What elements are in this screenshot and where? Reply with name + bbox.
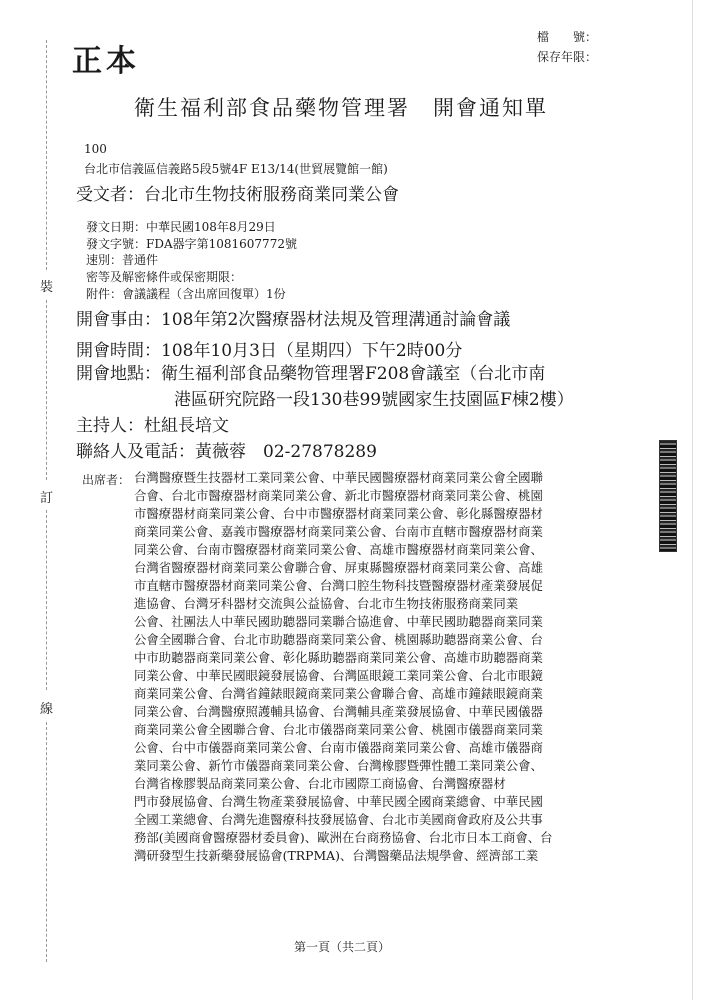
attendees-line: 全國工業總會、台灣先進醫療科技發展協會、台北市美國商會政府及公共事 (134, 812, 543, 827)
attendees-line: 同業公會、台灣醫療照護輔具協會、台灣輔具產業發展協會、中華民國儀器 (134, 704, 543, 719)
page-edge (692, 0, 693, 1000)
binding-mark-bind: 裝 (40, 280, 54, 295)
attendees-line: 進協會、台灣牙科器材交流與公益協會、台北市生物技術服務商業同業 (134, 596, 519, 611)
attendees-line: 商業同業公會、台灣省鐘錶眼鏡商業同業公會聯合會、高雄市鐘錶眼鏡商業 (134, 686, 543, 701)
attendees-line: 同業公會、中華民國眼鏡發展協會、台灣區眼鏡工業同業公會、台北市眼鏡 (134, 668, 543, 683)
meeting-host: 主持人：杜組長培文 (76, 416, 229, 436)
recipient: 受文者：台北市生物技術服務商業同業公會 (76, 185, 399, 205)
delivery-speed: 速別：普通件 (86, 253, 159, 267)
meeting-place: 開會地點：衛生福利部食品藥物管理署F208會議室（台北市南 (76, 364, 546, 384)
meeting-time: 開會時間：108年10月3日（星期四）下午2時00分 (76, 341, 463, 361)
sender-address: 台北市信義區信義路5段5號4F E13/14(世貿展覽館一館) (84, 162, 388, 176)
contact-person: 聯絡人及電話：黃薇蓉 02-27878289 (76, 442, 377, 462)
meeting-subject: 開會事由：108年第2次醫療器材法規及管理溝通討論會議 (76, 310, 511, 330)
retention-period-label: 保存年限： (537, 50, 598, 64)
issue-date: 發文日期：中華民國108年8月29日 (86, 220, 276, 234)
attendees-line: 公會、台中市儀器商業同業公會、台南市儀器商業同業公會、高雄市儀器商 (134, 740, 543, 755)
attendees-line: 灣研發型生技新藥發展協會(TRPMA)、台灣醫藥品法規學會、經濟部工業 (134, 848, 539, 863)
binding-mark-line: 線 (40, 702, 54, 717)
attendees-line: 門市發展協會、台灣生物產業發展協會、中華民國全國商業總會、中華民國 (134, 794, 543, 809)
binding-line-segment (46, 722, 47, 962)
meeting-place-continued: 港區研究院路一段130巷99號國家生技園區F棟2樓） (174, 390, 574, 410)
binding-line-segment (46, 300, 47, 480)
attendees-line: 商業同業公會、嘉義市醫療器材商業同業公會、台南市直轄市醫療器材商業 (134, 524, 543, 539)
file-number-label: 檔 號： (537, 30, 598, 44)
attendees-line: 務部(美國商會醫療器材委員會)、歐洲在台商務協會、台北市日本工商會、台 (134, 830, 553, 845)
page-number: 第一頁（共二頁） (294, 940, 391, 954)
attendees-line: 台灣省醫療器材商業同業公會聯合會、屏東縣醫療器材商業同業公會、高雄 (134, 560, 543, 575)
postcode: 100 (84, 142, 107, 156)
attendees-list (134, 469, 614, 865)
attendees-label: 出席者： (82, 473, 131, 487)
attendees-line: 中市助聽器商業同業公會、彰化縣助聽器商業同業公會、高雄市助聽器商業 (134, 650, 543, 665)
attendees-line: 台灣醫療暨生技器材工業同業公會、中華民國醫療器材商業同業公會全國聯 (134, 470, 543, 485)
receipt-barcode-stamp (659, 440, 677, 552)
binding-line-segment (46, 510, 47, 690)
attendees-line: 公會、社團法人中華民國助聽器同業聯合協進會、中華民國助聽器商業同業 (134, 614, 543, 629)
attendees-line: 業同業公會、新竹市儀器商業同業公會、台灣橡膠暨彈性體工業同業公會、 (134, 758, 543, 773)
attendees-line: 同業公會、台南市醫療器材商業同業公會、高雄市醫療器材商業同業公會、 (134, 542, 543, 557)
security-level: 密等及解密條件或保密期限： (86, 270, 243, 284)
attendees-line: 商業同業公會全國聯合會、台北市儀器商業同業公會、桃園市儀器商業同業 (134, 722, 543, 737)
attendees-line: 合會、台北市醫療器材商業同業公會、新北市醫療器材商業同業公會、桃園 (134, 488, 543, 503)
attendees-line: 市直轄市醫療器材商業同業公會、台灣口腔生物科技暨醫療器材產業發展促 (134, 578, 543, 593)
attachment: 附件：會議議程（含出席回復單）1份 (86, 287, 286, 301)
binding-mark-staple: 訂 (40, 491, 54, 506)
attendees-line: 公會全國聯合會、台北市助聽器商業同業公會、桃園縣助聽器商業公會、台 (134, 632, 543, 647)
attendees-line: 市醫療器材商業同業公會、台中市醫療器材商業同業公會、彰化縣醫療器材 (134, 506, 543, 521)
document-number: 發文字號：FDA器字第1081607772號 (86, 237, 297, 251)
attendees-line: 台灣省橡膠製品商業同業公會、台北市國際工商協會、台灣醫療器材 (134, 776, 506, 791)
original-copy-stamp: 正本 (72, 44, 140, 79)
binding-line-segment (46, 40, 47, 270)
document-title: 衛生福利部食品藥物管理署 開會通知單 (134, 96, 548, 120)
